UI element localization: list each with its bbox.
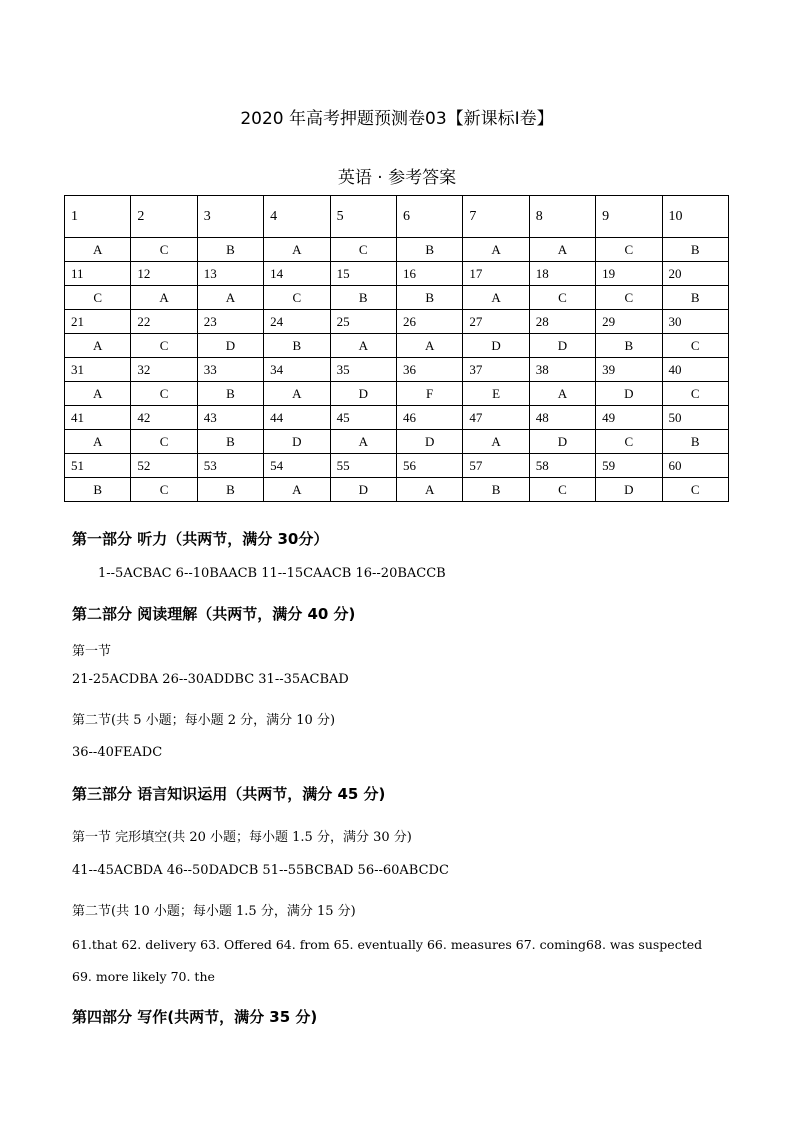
question-number-cell: 4 xyxy=(264,196,330,238)
answer-cell: D xyxy=(264,430,330,454)
answer-row xyxy=(65,430,729,454)
question-number-cell: 52 xyxy=(131,454,197,478)
answer-cell: C xyxy=(131,238,197,262)
question-number-cell: 22 xyxy=(131,310,197,334)
part3-section2-answers-line2: 69. more likely 70. the xyxy=(72,969,215,984)
part3-heading: 第三部分 语言知识运用（共两节，满分 45 分) xyxy=(72,785,386,803)
answer-cell: A xyxy=(131,286,197,310)
question-number-cell: 15 xyxy=(330,262,396,286)
question-number-cell: 9 xyxy=(596,196,662,238)
answer-table xyxy=(64,195,729,502)
question-number-cell: 36 xyxy=(396,358,462,382)
question-number-row xyxy=(65,262,729,286)
answer-cell: D xyxy=(529,430,595,454)
question-number-cell: 16 xyxy=(396,262,462,286)
question-number-cell: 42 xyxy=(131,406,197,430)
answer-cell: B xyxy=(596,334,662,358)
answer-cell: B xyxy=(65,478,131,502)
answer-cell: A xyxy=(463,238,529,262)
question-number-cell: 21 xyxy=(65,310,131,334)
question-number-cell: 41 xyxy=(65,406,131,430)
question-number-cell: 6 xyxy=(396,196,462,238)
answer-cell: C xyxy=(131,430,197,454)
question-number-cell: 8 xyxy=(529,196,595,238)
question-number-row xyxy=(65,406,729,430)
answer-cell: C xyxy=(264,286,330,310)
question-number-cell: 29 xyxy=(596,310,662,334)
answer-cell: A xyxy=(264,382,330,406)
part3-section1-label: 第一节 完形填空(共 20 小题；每小题 1.5 分，满分 30 分) xyxy=(72,830,412,845)
answer-cell: A xyxy=(463,286,529,310)
part3-section2-answers-line1: 61.that 62. delivery 63. Offered 64. from 65. eventually 66. measures 67. coming68. was suspected xyxy=(72,937,703,952)
question-number-cell: 44 xyxy=(264,406,330,430)
question-number-cell: 5 xyxy=(330,196,396,238)
answer-cell: C xyxy=(662,382,728,406)
answer-cell: B xyxy=(396,238,462,262)
answer-cell: D xyxy=(596,478,662,502)
answer-cell: C xyxy=(65,286,131,310)
question-number-cell: 47 xyxy=(463,406,529,430)
question-number-cell: 46 xyxy=(396,406,462,430)
question-number-cell: 24 xyxy=(264,310,330,334)
question-number-cell: 1 xyxy=(65,196,131,238)
answer-row xyxy=(65,334,729,358)
answer-cell: B xyxy=(197,382,263,406)
question-number-cell: 19 xyxy=(596,262,662,286)
question-number-cell: 38 xyxy=(529,358,595,382)
answer-row xyxy=(65,478,729,502)
document-subtitle: 英语 · 参考答案 xyxy=(337,168,457,188)
question-number-cell: 53 xyxy=(197,454,263,478)
part3-section1-answers: 41--45ACBDA 46--50DADCB 51--55BCBAD 56--60ABCDC xyxy=(72,863,449,878)
question-number-cell: 45 xyxy=(330,406,396,430)
question-number-cell: 25 xyxy=(330,310,396,334)
question-number-cell: 26 xyxy=(396,310,462,334)
answer-cell: A xyxy=(396,478,462,502)
question-number-cell: 13 xyxy=(197,262,263,286)
answer-cell: D xyxy=(529,334,595,358)
question-number-cell: 37 xyxy=(463,358,529,382)
question-number-cell: 28 xyxy=(529,310,595,334)
question-number-cell: 18 xyxy=(529,262,595,286)
question-number-cell: 3 xyxy=(197,196,263,238)
answer-cell: C xyxy=(529,478,595,502)
answer-cell: D xyxy=(197,334,263,358)
answer-cell: A xyxy=(264,238,330,262)
answer-row xyxy=(65,286,729,310)
answer-cell: A xyxy=(264,478,330,502)
question-number-cell: 50 xyxy=(662,406,728,430)
answer-cell: D xyxy=(330,478,396,502)
answer-cell: A xyxy=(529,382,595,406)
question-number-cell: 48 xyxy=(529,406,595,430)
question-number-cell: 2 xyxy=(131,196,197,238)
answer-cell: B xyxy=(463,478,529,502)
answer-cell: C xyxy=(330,238,396,262)
question-number-cell: 49 xyxy=(596,406,662,430)
answer-cell: C xyxy=(596,286,662,310)
question-number-cell: 56 xyxy=(396,454,462,478)
answer-cell: A xyxy=(396,334,462,358)
question-number-cell: 39 xyxy=(596,358,662,382)
answer-row xyxy=(65,238,729,262)
answer-cell: B xyxy=(197,478,263,502)
question-number-row xyxy=(65,196,729,238)
question-number-cell: 23 xyxy=(197,310,263,334)
answer-cell: B xyxy=(662,286,728,310)
question-number-cell: 51 xyxy=(65,454,131,478)
question-number-cell: 7 xyxy=(463,196,529,238)
answer-cell: C xyxy=(131,478,197,502)
answer-cell: A xyxy=(330,334,396,358)
part2-section1-answers: 21-25ACDBA 26--30ADDBC 31--35ACBAD xyxy=(72,672,349,687)
question-number-cell: 58 xyxy=(529,454,595,478)
answer-cell: B xyxy=(662,430,728,454)
answer-cell: A xyxy=(330,430,396,454)
answer-cell: D xyxy=(330,382,396,406)
question-number-cell: 10 xyxy=(662,196,728,238)
question-number-cell: 40 xyxy=(662,358,728,382)
question-number-row xyxy=(65,358,729,382)
answer-cell: A xyxy=(463,430,529,454)
answer-cell: B xyxy=(197,430,263,454)
part1-heading: 第一部分 听力（共两节，满分 30分） xyxy=(72,530,329,548)
answer-cell: F xyxy=(396,382,462,406)
answer-cell: C xyxy=(131,382,197,406)
part3-section2-label: 第二节(共 10 小题；每小题 1.5 分，满分 15 分) xyxy=(72,904,356,919)
question-number-cell: 17 xyxy=(463,262,529,286)
answer-cell: B xyxy=(197,238,263,262)
answer-cell: B xyxy=(264,334,330,358)
question-number-cell: 54 xyxy=(264,454,330,478)
question-number-cell: 57 xyxy=(463,454,529,478)
question-number-cell: 59 xyxy=(596,454,662,478)
question-number-cell: 55 xyxy=(330,454,396,478)
answer-cell: D xyxy=(463,334,529,358)
question-number-cell: 11 xyxy=(65,262,131,286)
answer-cell: E xyxy=(463,382,529,406)
question-number-row xyxy=(65,310,729,334)
answer-cell: B xyxy=(662,238,728,262)
question-number-cell: 14 xyxy=(264,262,330,286)
answer-cell: C xyxy=(596,430,662,454)
answer-cell: C xyxy=(662,334,728,358)
answer-cell: D xyxy=(396,430,462,454)
answer-cell: C xyxy=(529,286,595,310)
answer-cell: A xyxy=(197,286,263,310)
part2-section1-label: 第一节 xyxy=(72,644,112,659)
question-number-cell: 27 xyxy=(463,310,529,334)
part4-heading: 第四部分 写作(共两节，满分 35 分) xyxy=(72,1008,318,1026)
part1-answers: 1--5ACBAC 6--10BAACB 11--15CAACB 16--20BACCB xyxy=(98,566,446,581)
answer-cell: A xyxy=(65,430,131,454)
question-number-cell: 30 xyxy=(662,310,728,334)
part2-section2-answers: 36--40FEADC xyxy=(72,745,163,760)
answer-cell: D xyxy=(596,382,662,406)
question-number-cell: 12 xyxy=(131,262,197,286)
answer-cell: A xyxy=(529,238,595,262)
question-number-cell: 34 xyxy=(264,358,330,382)
question-number-cell: 32 xyxy=(131,358,197,382)
question-number-cell: 35 xyxy=(330,358,396,382)
part2-heading: 第二部分 阅读理解（共两节，满分 40 分) xyxy=(72,605,356,623)
answer-cell: C xyxy=(596,238,662,262)
document-title: 2020 年高考押题预测卷03【新课标Ⅰ卷】 xyxy=(240,109,554,129)
answer-cell: B xyxy=(330,286,396,310)
question-number-cell: 60 xyxy=(662,454,728,478)
question-number-cell: 31 xyxy=(65,358,131,382)
answer-cell: B xyxy=(396,286,462,310)
question-number-row xyxy=(65,454,729,478)
part2-section2-label: 第二节(共 5 小题；每小题 2 分，满分 10 分) xyxy=(72,713,336,728)
question-number-cell: 33 xyxy=(197,358,263,382)
answer-cell: C xyxy=(131,334,197,358)
answer-cell: A xyxy=(65,238,131,262)
answer-row xyxy=(65,382,729,406)
answer-cell: A xyxy=(65,334,131,358)
answer-cell: C xyxy=(662,478,728,502)
question-number-cell: 43 xyxy=(197,406,263,430)
answer-cell: A xyxy=(65,382,131,406)
question-number-cell: 20 xyxy=(662,262,728,286)
